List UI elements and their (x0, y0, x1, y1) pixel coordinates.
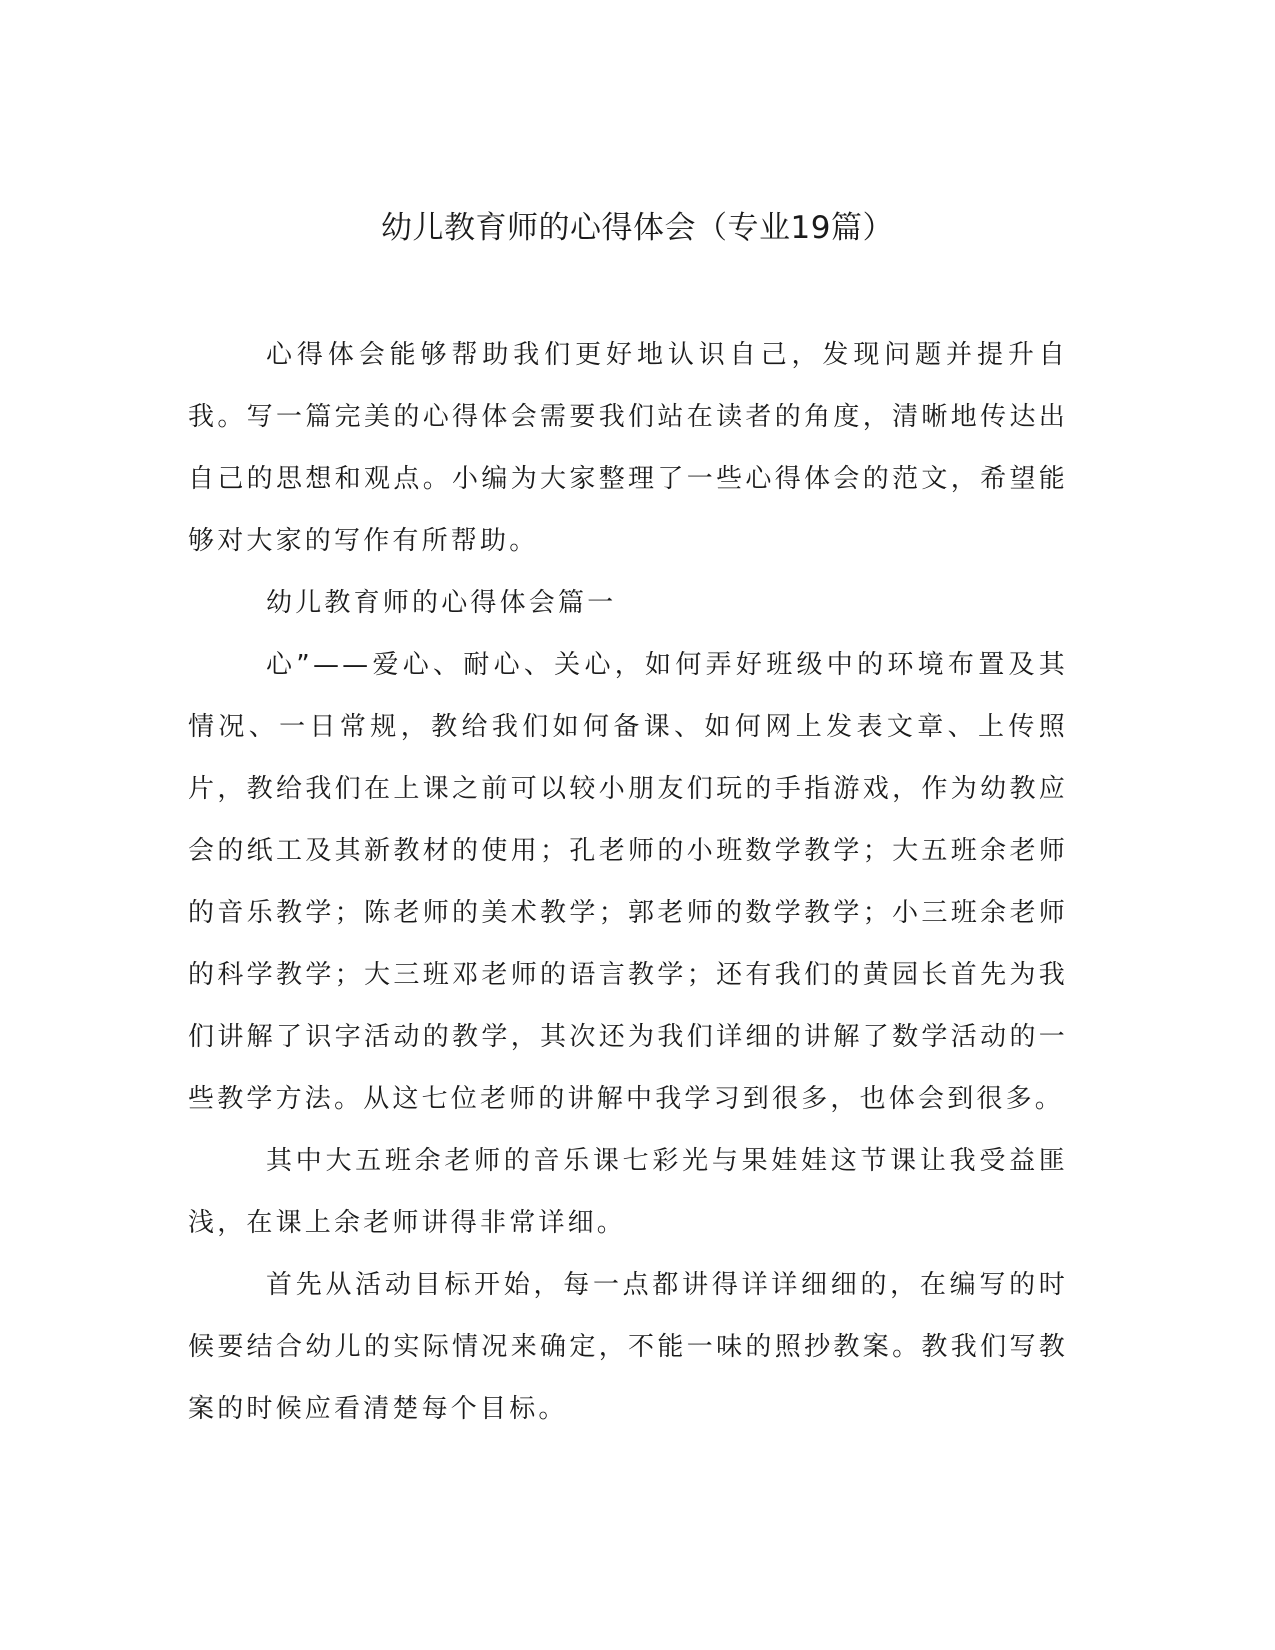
paragraph-intro: 心得体会能够帮助我们更好地认识自己，发现问题并提升自我。写一篇完美的心得体会需要我们站在读者的角度，清晰地传达出自己的思想和观点。小编为大家整理了一些心得体会的范文，希望能够对大家的写作有所帮助。 (188, 340, 1068, 556)
paragraph-music-class: 其中大五班余老师的音乐课七彩光与果娃娃这节课让我受益匪浅，在课上余老师讲得非常详细。 (188, 1146, 1068, 1238)
document-title: 幼儿教育师的心得体会（专业19篇） (381, 210, 894, 246)
paragraph-objectives: 首先从活动目标开始，每一点都讲得详详细细的，在编写的时候要结合幼儿的实际情况来确定，不能一味的照抄教案。教我们写教案的时候应看清楚每个目标。 (188, 1270, 1068, 1424)
document-body (188, 324, 1068, 1440)
paragraph-training: 心”——爱心、耐心、关心，如何弄好班级中的环境布置及其情况、一日常规，教给我们如何备课、如何网上发表文章、上传照片，教给我们在上课之前可以较小朋友们玩的手指游戏，作为幼教应会的纸工及其新教材的使用；孔老师的小班数学教学；大五班余老师的音乐教学；陈老师的美术教学；郭老师的数学教学；小三班余老师的科学教学；大三班邓老师的语言教学；还有我们的黄园长首先为我们讲解了识字活动的教学，其次还为我们详细的讲解了数学活动的一些教学方法。从这七位老师的讲解中我学习到很多，也体会到很多。 (188, 650, 1068, 1114)
section-heading: 幼儿教育师的心得体会篇一 (266, 588, 617, 618)
